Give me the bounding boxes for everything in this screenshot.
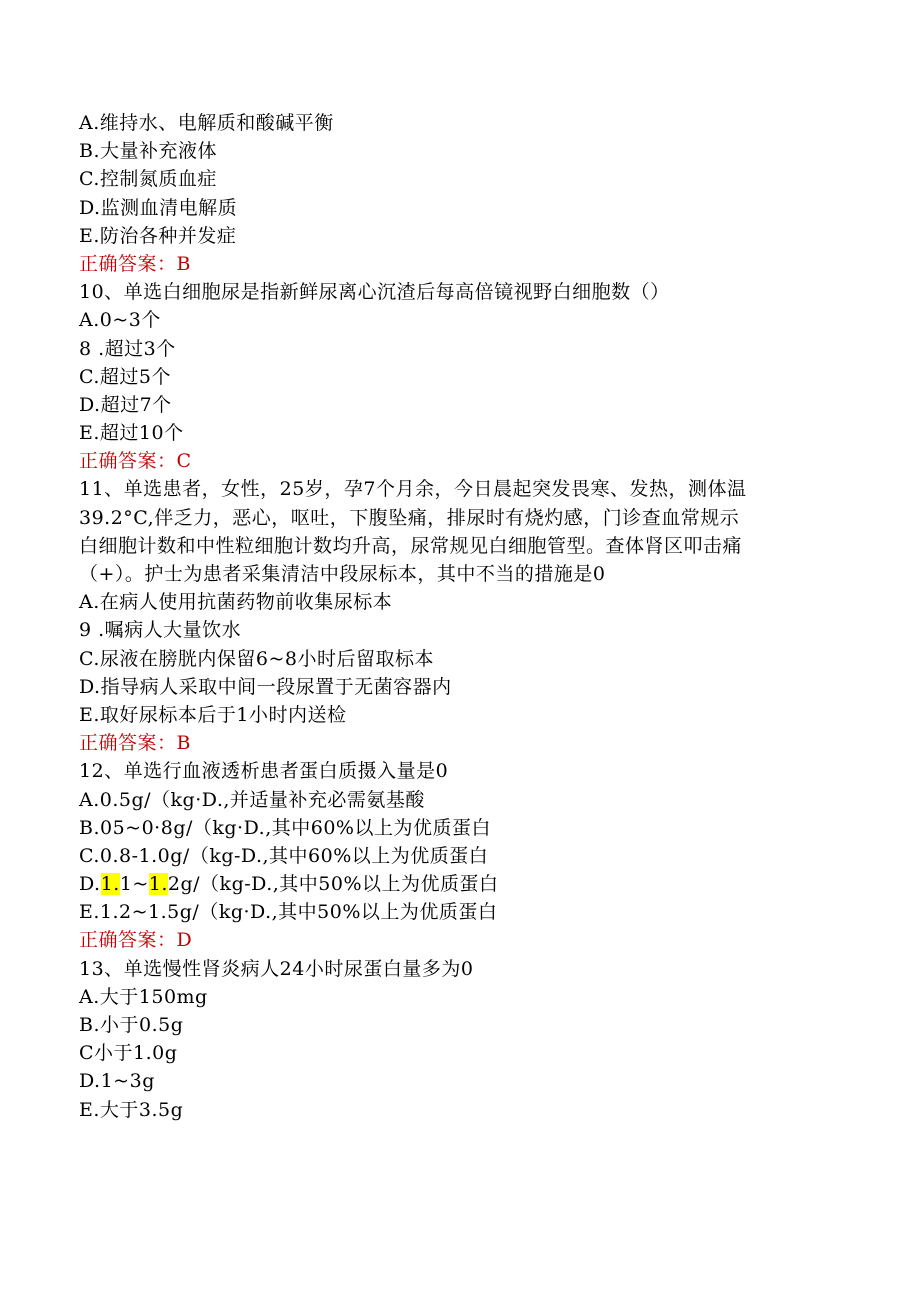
q12-answer: 正确答案：D <box>79 929 193 952</box>
q12-option-d-mid: 1~ <box>119 873 149 896</box>
q9-option-a: A.维持水、电解质和酸碱平衡 <box>79 112 334 134</box>
q10-option-c: C.超过5个 <box>79 365 171 388</box>
q9-answer: 正确答案：B <box>79 252 191 275</box>
q12-stem: 12、单选行血液透析患者蛋白质摄入量是0 <box>79 760 449 783</box>
q11-answer: 正确答案：B <box>79 732 191 755</box>
q13-option-b: B.小于0.5g <box>79 1014 184 1036</box>
q13-option-e: E.大于3.5g <box>79 1098 184 1121</box>
q12-option-c: C.0.8-1.0g/（kg-D.,其中60%以上为优质蛋白 <box>79 844 489 867</box>
q13-stem: 13、单选慢性肾炎病人24小时尿蛋白量多为0 <box>79 957 474 980</box>
q11-stem-line-2: 39.2°C,伴乏力，恶心，呕吐，下腹坠痛，排尿时有烧灼感，门诊查血常规示 <box>79 506 740 529</box>
q12-option-b: B.05~0·8g/（kg·D.,其中60%以上为优质蛋白 <box>79 816 491 839</box>
q13-option-a: A.大于150mg <box>79 985 208 1008</box>
q13-option-c: C小于1.0g <box>79 1042 178 1065</box>
q11-option-c: C.尿液在膀胱内保留6~8小时后留取标本 <box>79 647 434 670</box>
question-list <box>79 109 839 1124</box>
q11-stem-line-3: 白细胞计数和中性粒细胞计数均升高，尿常规见白细胞管型。查体肾区叩击痛 <box>79 534 743 557</box>
q11-option-b: 9 .嘱病人大量饮水 <box>79 619 242 642</box>
q10-option-b: 8 .超过3个 <box>79 337 176 360</box>
q9-option-d: D.监测血清电解质 <box>79 196 238 219</box>
q9-option-c: C.控制氮质血症 <box>79 168 217 191</box>
q9-option-e: E.防治各种并发症 <box>79 224 237 247</box>
q11-stem-line-1: 11、单选患者，女性，25岁，孕7个月余，今日晨起突发畏寒、发热，测体温 <box>79 478 747 501</box>
q12-option-d-prefix: D. <box>79 873 101 896</box>
q11-option-d: D.指导病人采取中间一段尿置于无菌容器内 <box>79 675 452 698</box>
q10-option-d: D.超过7个 <box>79 393 172 416</box>
q9-option-b: B.大量补充液体 <box>79 140 218 163</box>
q10-option-e: E.超过10个 <box>79 422 184 445</box>
q10-stem: 10、单选白细胞尿是指新鲜尿离心沉渣后每高倍镜视野白细胞数（） <box>79 281 670 304</box>
q11-option-a: A.在病人使用抗菌药物前收集尿标本 <box>79 591 393 614</box>
q10-option-a: A.0~3个 <box>79 309 161 332</box>
q12-option-d-highlight-1: 1. <box>100 873 120 896</box>
q12-option-d <box>79 870 839 898</box>
q11-stem-line-4: （+）。护士为患者采集清洁中段尿标本，其中不当的措施是0 <box>79 563 606 585</box>
q12-option-d-highlight-2: 1. <box>148 873 168 896</box>
q12-option-d-suffix: 2g/（kg-D.,其中50%以上为优质蛋白 <box>167 873 499 896</box>
q12-option-e: E.1.2~1.5g/（kg·D.,其中50%以上为优质蛋白 <box>79 901 498 924</box>
q10-answer: 正确答案：C <box>79 450 192 473</box>
q12-option-a: A.0.5g/（kg·D.,并适量补充必需氨基酸 <box>79 788 425 811</box>
q13-option-d: D.1~3g <box>79 1070 155 1093</box>
q11-option-e: E.取好尿标本后于1小时内送检 <box>79 703 347 726</box>
